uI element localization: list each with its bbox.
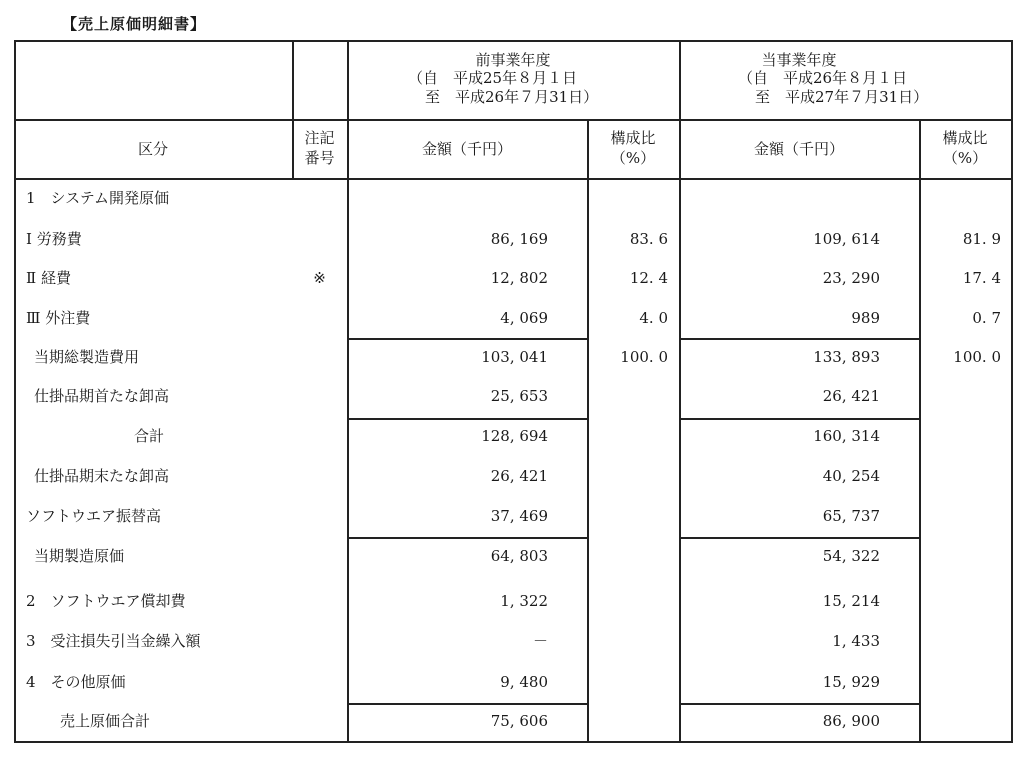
row-curr-ratio: 100. 0 bbox=[953, 348, 1001, 366]
row-prev-amount: 4, 069 bbox=[500, 309, 548, 327]
column-header-curr-ratio-2: （%） bbox=[942, 149, 988, 167]
prev-period-to: 至 平成26年７月31日） bbox=[425, 88, 599, 106]
row-prev-amount: 26, 421 bbox=[490, 467, 548, 485]
row-prev-amount: － bbox=[532, 632, 548, 650]
curr-period-from: （自 平成26年８月１日 bbox=[738, 69, 908, 87]
subtotal-rule-prev bbox=[347, 537, 587, 539]
row-label: Ⅱ 経費 bbox=[26, 269, 71, 287]
row-curr-amount: 109, 614 bbox=[813, 230, 880, 248]
row-curr-amount: 86, 900 bbox=[822, 712, 880, 730]
column-header-curr-amount: 金額（千円） bbox=[753, 140, 844, 158]
column-rule-note-left bbox=[292, 40, 294, 178]
row-prev-amount: 9, 480 bbox=[500, 673, 548, 691]
prev-period-from: （自 平成25年８月１日 bbox=[408, 69, 578, 87]
column-header-prev-ratio-2: （%） bbox=[610, 149, 656, 167]
row-note-mark: ※ bbox=[313, 269, 326, 287]
curr-period-to: 至 平成27年７月31日） bbox=[755, 88, 929, 106]
document-title: 【売上原価明細書】 bbox=[62, 15, 207, 33]
row-label: Ⅰ 労務費 bbox=[26, 230, 82, 248]
row-prev-amount: 25, 653 bbox=[490, 387, 548, 405]
subtotal-rule-curr bbox=[679, 537, 919, 539]
column-header-note-2: 番号 bbox=[304, 149, 335, 167]
subtotal-rule-curr bbox=[679, 703, 919, 705]
row-prev-amount: 128, 694 bbox=[481, 427, 548, 445]
row-prev-amount: 86, 169 bbox=[490, 230, 548, 248]
row-curr-amount: 133, 893 bbox=[813, 348, 880, 366]
row-prev-ratio: 4. 0 bbox=[639, 309, 668, 327]
row-label: 仕掛品期末たな卸高 bbox=[34, 467, 170, 485]
subtotal-rule-curr bbox=[679, 418, 919, 420]
table-border-top bbox=[14, 40, 1013, 42]
row-curr-amount: 160, 314 bbox=[813, 427, 880, 445]
row-prev-amount: 75, 606 bbox=[490, 712, 548, 730]
row-label: 2 ソフトウエア償却費 bbox=[26, 592, 186, 610]
prev-period-label: 前事業年度 bbox=[475, 51, 551, 69]
row-prev-amount: 12, 802 bbox=[490, 269, 548, 287]
row-prev-ratio: 100. 0 bbox=[620, 348, 668, 366]
row-label: 1 システム開発原価 bbox=[26, 189, 170, 207]
table-border-bottom bbox=[14, 741, 1013, 743]
row-label: Ⅲ 外注費 bbox=[26, 309, 91, 327]
column-header-prev-amount: 金額（千円） bbox=[421, 140, 512, 158]
column-header-note-1: 注記 bbox=[304, 129, 335, 147]
row-label: ソフトウエア振替高 bbox=[26, 507, 162, 525]
row-curr-amount: 989 bbox=[851, 309, 880, 327]
row-label: 合計 bbox=[134, 427, 165, 445]
row-prev-amount: 64, 803 bbox=[490, 547, 548, 565]
row-label: 当期総製造費用 bbox=[34, 348, 140, 366]
subtotal-rule-prev bbox=[347, 418, 587, 420]
row-prev-ratio: 83. 6 bbox=[629, 230, 668, 248]
row-curr-amount: 26, 421 bbox=[822, 387, 880, 405]
row-prev-amount: 103, 041 bbox=[481, 348, 548, 366]
row-prev-amount: 37, 469 bbox=[490, 507, 548, 525]
column-header-curr-ratio-1: 構成比 bbox=[942, 129, 988, 147]
row-curr-amount: 15, 214 bbox=[822, 592, 880, 610]
row-curr-ratio: 17. 4 bbox=[962, 269, 1001, 287]
row-prev-amount: 1, 322 bbox=[500, 592, 548, 610]
row-curr-amount: 40, 254 bbox=[822, 467, 880, 485]
subtotal-rule-curr bbox=[679, 338, 919, 340]
row-curr-ratio: 0. 7 bbox=[972, 309, 1001, 327]
row-curr-amount: 23, 290 bbox=[822, 269, 880, 287]
row-curr-ratio: 81. 9 bbox=[962, 230, 1001, 248]
row-prev-ratio: 12. 4 bbox=[629, 269, 668, 287]
row-label: 仕掛品期首たな卸高 bbox=[34, 387, 170, 405]
table-border-left bbox=[14, 40, 16, 743]
column-rule-prev-ratio bbox=[587, 119, 589, 741]
header-rule bbox=[14, 119, 1013, 121]
table-border-right bbox=[1011, 40, 1013, 743]
column-header-prev-ratio-1: 構成比 bbox=[610, 129, 656, 147]
subtotal-rule-prev bbox=[347, 703, 587, 705]
row-label: 売上原価合計 bbox=[60, 712, 151, 730]
row-curr-amount: 54, 322 bbox=[822, 547, 880, 565]
header-rule-bottom bbox=[14, 178, 1013, 180]
row-curr-amount: 15, 929 bbox=[822, 673, 880, 691]
row-label: 4 その他原価 bbox=[26, 673, 126, 691]
column-header-category: 区分 bbox=[137, 140, 168, 158]
row-curr-amount: 65, 737 bbox=[822, 507, 880, 525]
subtotal-rule-prev bbox=[347, 338, 587, 340]
row-label: 3 受注損失引当金繰入額 bbox=[26, 632, 201, 650]
curr-period-label: 当事業年度 bbox=[761, 51, 837, 69]
row-curr-amount: 1, 433 bbox=[832, 632, 880, 650]
row-label: 当期製造原価 bbox=[34, 547, 125, 565]
column-rule-curr-ratio bbox=[919, 119, 921, 741]
